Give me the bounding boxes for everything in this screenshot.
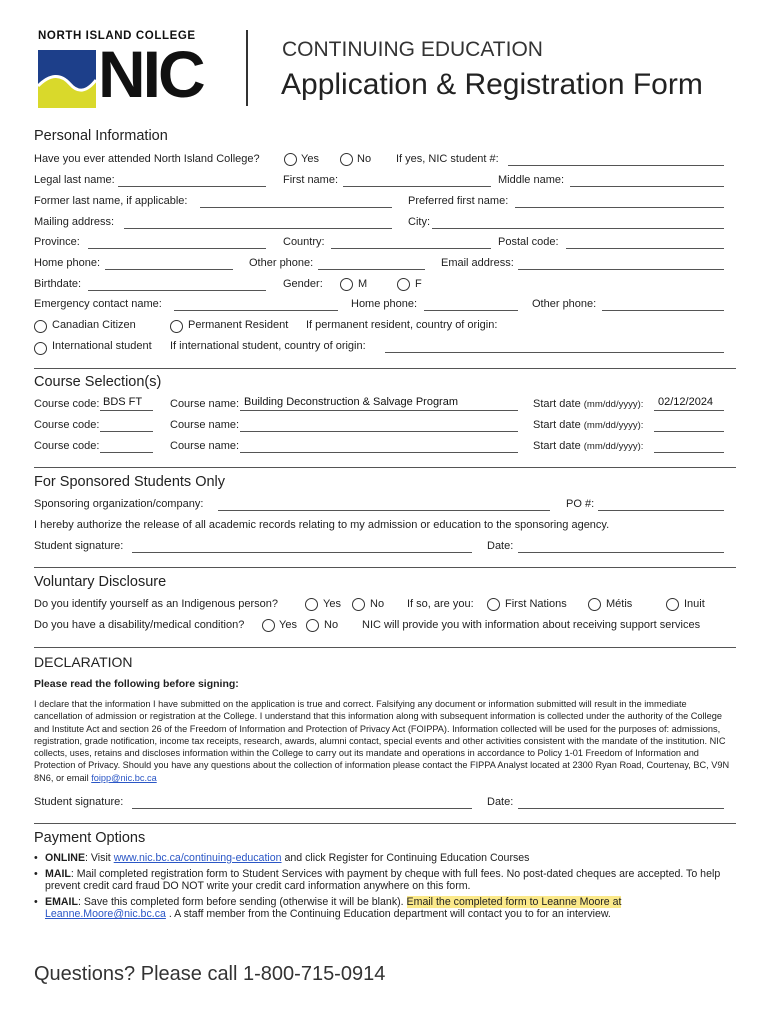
course-name-field[interactable]	[240, 398, 518, 411]
disability-question: Do you have a disability/medical condition?	[34, 619, 245, 631]
course-name-label: Course name:	[170, 419, 240, 431]
college-name: NORTH ISLAND COLLEGE	[38, 30, 196, 42]
emergency-home-label: Home phone:	[351, 298, 418, 310]
declaration-date-label: Date:	[487, 796, 514, 808]
sponsor-signature-field[interactable]	[132, 540, 472, 553]
gender-m-label: M	[358, 278, 368, 290]
course-code-field[interactable]	[100, 419, 153, 432]
divider-declaration	[34, 647, 736, 648]
canadian-citizen-radio[interactable]	[34, 320, 47, 333]
metis-label: Métis	[606, 598, 633, 610]
indigenous-yes-label: Yes	[323, 598, 341, 610]
foipp-email-link[interactable]: foipp@nic.bc.ca	[91, 772, 157, 783]
if-so-label: If so, are you:	[407, 598, 474, 610]
start-date-field[interactable]	[654, 440, 724, 453]
sponsor-date-label: Date:	[487, 540, 514, 552]
first-nations-label: First Nations	[505, 598, 567, 610]
inuit-radio[interactable]	[666, 598, 679, 611]
attended-no-label: No	[357, 153, 372, 165]
sponsor-org-field[interactable]	[218, 498, 550, 511]
start-date-field[interactable]	[654, 419, 724, 432]
canadian-citizen-label: Canadian Citizen	[52, 319, 136, 331]
legal-last-field[interactable]	[118, 174, 266, 187]
permanent-origin-label: If permanent resident, country of origin:	[306, 319, 498, 331]
po-label: PO #:	[566, 498, 595, 510]
start-date-value: 02/12/2024	[658, 396, 714, 408]
divider-voluntary	[34, 567, 736, 568]
email-field[interactable]	[518, 257, 724, 270]
international-origin-label: If international student, country of origin:	[170, 340, 366, 352]
payment-online-item: • ONLINE: Visit www.nic.bc.ca/continuing-education and click Register for Continuing Education Courses	[34, 852, 724, 865]
attended-yes-label: Yes	[301, 153, 319, 165]
indigenous-no-radio[interactable]	[352, 598, 365, 611]
first-nations-radio[interactable]	[487, 598, 500, 611]
indigenous-no-label: No	[370, 598, 385, 610]
course-name-field[interactable]	[240, 440, 518, 453]
start-date-label: Start date (mm/dd/yyyy):	[533, 440, 644, 452]
page-title: Application & Registration Form	[281, 68, 703, 101]
declaration-signature-field[interactable]	[132, 796, 472, 809]
start-date-field[interactable]	[654, 398, 724, 411]
sponsor-signature-label: Student signature:	[34, 540, 124, 552]
logo-letters: NIC	[98, 37, 203, 111]
divider-sponsored	[34, 467, 736, 468]
first-name-label: First name:	[283, 174, 339, 186]
international-student-label: International student	[52, 340, 152, 352]
former-last-label: Former last name, if applicable:	[34, 195, 188, 207]
middle-name-label: Middle name:	[498, 174, 565, 186]
section-sponsored-heading: For Sponsored Students Only	[34, 474, 226, 490]
disability-no-label: No	[324, 619, 339, 631]
authorize-statement: I hereby authorize the release of all academic records relating to my admission or education to the sponsoring agency.	[34, 519, 610, 531]
other-phone-field[interactable]	[318, 257, 425, 270]
international-origin-field[interactable]	[385, 340, 724, 353]
preferred-first-label: Preferred first name:	[408, 195, 509, 207]
inuit-label: Inuit	[684, 598, 705, 610]
course-code-label: Course code:	[34, 419, 100, 431]
course-code-field[interactable]	[100, 398, 153, 411]
province-label: Province:	[34, 236, 80, 248]
payment-mail-item: • MAIL: Mail completed registration form to Student Services with payment by cheque with full fees. No post-dated cheques are accepted. To help prevent credit card fraud DO NOT write your credit card information anywhere on this form.	[34, 868, 724, 893]
gender-f-label: F	[415, 278, 422, 290]
sponsor-org-label: Sponsoring organization/company:	[34, 498, 204, 510]
declaration-signature-label: Student signature:	[34, 796, 124, 808]
section-course-heading: Course Selection(s)	[34, 374, 162, 390]
indigenous-yes-radio[interactable]	[305, 598, 318, 611]
international-student-radio[interactable]	[34, 342, 47, 355]
gender-m-radio[interactable]	[340, 278, 353, 291]
former-last-field[interactable]	[200, 195, 392, 208]
declaration-subheading: Please read the following before signing:	[34, 678, 239, 690]
email-highlight: Email the completed form to Leanne Moore at	[406, 895, 622, 908]
city-field[interactable]	[432, 216, 724, 229]
preferred-first-field[interactable]	[515, 195, 724, 208]
course-name-field[interactable]	[240, 419, 518, 432]
home-phone-label: Home phone:	[34, 257, 101, 269]
gender-label: Gender:	[283, 278, 323, 290]
divider-payment	[34, 823, 736, 824]
permanent-resident-radio[interactable]	[170, 320, 183, 333]
student-number-label: If yes, NIC student #:	[396, 153, 499, 165]
home-phone-field[interactable]	[105, 257, 233, 270]
attended-yes-radio[interactable]	[284, 153, 297, 166]
section-payment-heading: Payment Options	[34, 830, 146, 846]
sponsor-date-field[interactable]	[518, 540, 724, 553]
header-divider	[246, 30, 248, 106]
city-label: City:	[408, 216, 430, 228]
attended-question: Have you ever attended North Island College?	[34, 153, 260, 165]
permanent-resident-label: Permanent Resident	[188, 319, 289, 331]
payment-options-list	[34, 852, 724, 924]
attended-no-radio[interactable]	[340, 153, 353, 166]
declaration-text: I declare that the information I have submitted on the application is true and correct. Falsifying any document or information submitted will result in the immediate cancellation of admission or registration at the College. I understand that this information along with subsequent information is collected under the authority of the College and Institute Act and section 26 of the Freedom of Information and Protection of Privacy Act (FOIPPA). Information collected will be used for the purposes of: admissions, registration, grade notification, income tax receipts, research, awards, alumni contact, special events and other activities consistent with the mandate of the institution. NIC collects, uses, retains and discloses information within the College to carry out its mandate and operations in accordance to Policy 1-01 Freedom of Information and Protection of Privacy. Should you have any questions about the collection of information please contact the FIPPA Analyst located at 2300 Ryan Road, Courtenay, BC, V9N 8N6, or email foipp@nic.bc.ca	[34, 699, 730, 783]
legal-last-label: Legal last name:	[34, 174, 115, 186]
birthdate-label: Birthdate:	[34, 278, 82, 290]
disability-no-radio[interactable]	[306, 619, 319, 632]
disability-yes-radio[interactable]	[262, 619, 275, 632]
emergency-name-field[interactable]	[174, 298, 338, 311]
gender-f-radio[interactable]	[397, 278, 410, 291]
support-note: NIC will provide you with information about receiving support services	[362, 619, 701, 631]
emergency-name-label: Emergency contact name:	[34, 298, 162, 310]
course-code-label: Course code:	[34, 440, 100, 452]
payment-email-item: • EMAIL: Save this completed form before sending (otherwise it will be blank). Email the completed form to Leanne Moore at Leanne.Moore@nic.bc.ca . A staff member from the Continuing Education department will contact you to for an interview.	[34, 896, 724, 921]
mailing-field[interactable]	[124, 216, 392, 229]
dept-title: CONTINUING EDUCATION	[282, 38, 543, 61]
birthdate-field[interactable]	[88, 278, 266, 291]
disability-yes-label: Yes	[279, 619, 297, 631]
section-declaration-heading: DECLARATION	[34, 654, 133, 670]
section-personal-heading: Personal Information	[34, 128, 168, 144]
other-phone-label: Other phone:	[249, 257, 314, 269]
divider-course	[34, 368, 736, 369]
first-name-field[interactable]	[343, 174, 491, 187]
questions-footer: Questions? Please call 1-800-715-0914	[34, 963, 386, 985]
postal-label: Postal code:	[498, 236, 559, 248]
middle-name-field[interactable]	[570, 174, 724, 187]
start-date-label: Start date (mm/dd/yyyy):	[533, 398, 644, 410]
po-field[interactable]	[598, 498, 724, 511]
student-number-field[interactable]	[508, 153, 724, 166]
course-code-field[interactable]	[100, 440, 153, 453]
postal-field[interactable]	[566, 236, 724, 249]
section-voluntary-heading: Voluntary Disclosure	[34, 574, 167, 590]
declaration-date-field[interactable]	[518, 796, 724, 809]
course-code-label: Course code:	[34, 398, 100, 410]
mailing-label: Mailing address:	[34, 216, 115, 228]
emergency-other-field[interactable]	[602, 298, 724, 311]
course-name-label: Course name:	[170, 398, 240, 410]
course-code-value: BDS FT	[103, 396, 143, 408]
start-date-label: Start date (mm/dd/yyyy):	[533, 419, 644, 431]
leanne-email-link[interactable]: Leanne.Moore@nic.bc.ca	[45, 908, 166, 921]
course-name-label: Course name:	[170, 440, 240, 452]
country-field[interactable]	[331, 236, 491, 249]
province-field[interactable]	[88, 236, 266, 249]
emergency-other-label: Other phone:	[532, 298, 597, 310]
college-logo	[36, 30, 226, 112]
country-label: Country:	[283, 236, 325, 248]
email-label: Email address:	[441, 257, 514, 269]
indigenous-question: Do you identify yourself as an Indigenous person?	[34, 598, 278, 610]
emergency-home-field[interactable]	[424, 298, 518, 311]
metis-radio[interactable]	[588, 598, 601, 611]
course-name-value: Building Deconstruction & Salvage Program	[244, 396, 459, 408]
continuing-education-link[interactable]: www.nic.bc.ca/continuing-education	[113, 852, 282, 864]
